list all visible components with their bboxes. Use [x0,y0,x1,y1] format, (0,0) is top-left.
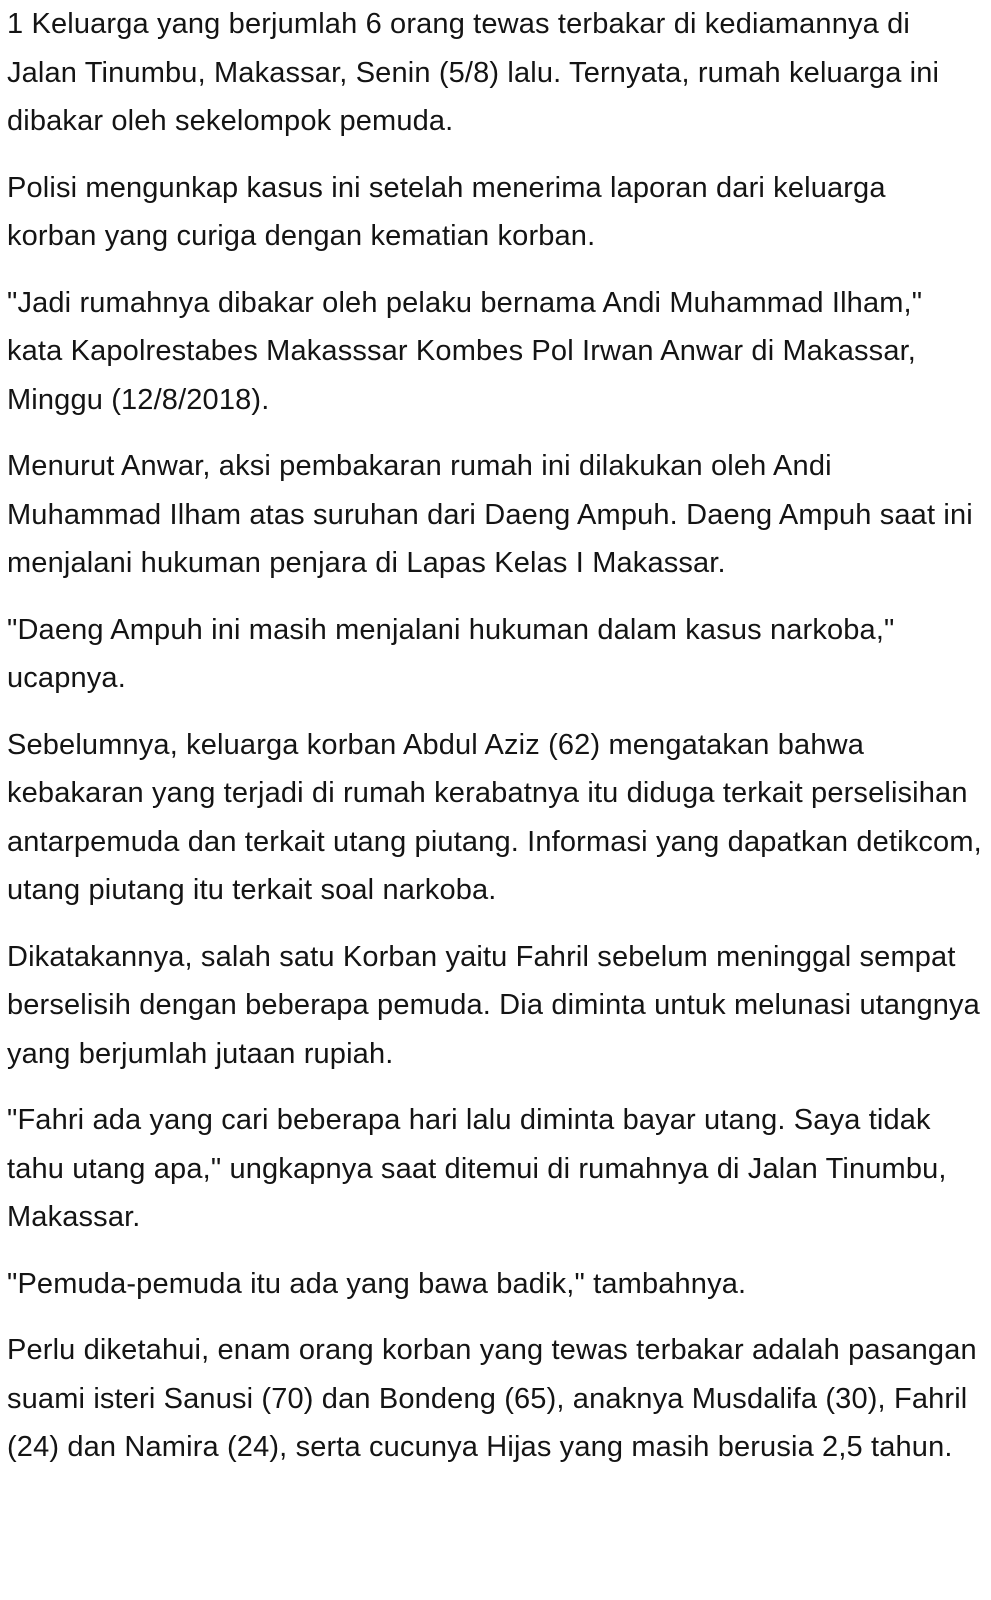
paragraph-3: "Jadi rumahnya dibakar oleh pelaku bernama Andi Muhammad Ilham," kata Kapolrestabes Makasssar Kombes Pol Irwan Anwar di Makassar, Minggu (12/8/2018). [7,286,923,416]
paragraph-5: "Daeng Ampuh ini masih menjalani hukuman dalam kasus narkoba," ucapnya. [7,613,895,694]
paragraph-4: Menurut Anwar, aksi pembakaran rumah ini dilakukan oleh Andi Muhammad Ilham atas suruhan dari Daeng Ampuh. Daeng Ampuh saat ini menjalani hukuman penjara di Lapas Kelas I Makassar. [7,450,973,579]
paragraph-10: Perlu diketahui, enam orang korban yang tewas terbakar adalah pasangan suami isteri Sanusi (70) dan Bondeng (65), anaknya Musdalifa (30), Fahril (24) dan Namira (24), serta cucunya Hijas yang masih berusia 2,5 tahun. [7,1334,977,1463]
article-body [7,0,982,1472]
paragraph-7: Dikatakannya, salah satu Korban yaitu Fahril sebelum meninggal sempat berselisih dengan beberapa pemuda. Dia diminta untuk melunasi utangnya yang berjumlah jutaan rupiah. [7,940,980,1070]
paragraph-1: 1 Keluarga yang berjumlah 6 orang tewas terbakar di kediamannya di Jalan Tinumbu, Makassar, Senin (5/8) lalu. Ternyata, rumah keluarga ini dibakar oleh sekelompok pemuda. [7,8,940,137]
paragraph-8: "Fahri ada yang cari beberapa hari lalu diminta bayar utang. Saya tidak tahu utang apa," ungkapnya saat ditemui di rumahnya di Jalan Tinumbu, Makassar. [7,1104,947,1233]
paragraph-9: "Pemuda-pemuda itu ada yang bawa badik," tambahnya. [7,1267,747,1300]
paragraph-6: Sebelumnya, keluarga korban Abdul Aziz (62) mengatakan bahwa kebakaran yang terjadi di rumah kerabatnya itu diduga terkait perselisihan antarpemuda dan terkait utang piutang. Informasi yang dapatkan detikcom, utang piutang itu terkait soal narkoba. [7,728,982,906]
paragraph-2: Polisi mengunkap kasus ini setelah menerima laporan dari keluarga korban yang curiga dengan kematian korban. [7,171,886,252]
